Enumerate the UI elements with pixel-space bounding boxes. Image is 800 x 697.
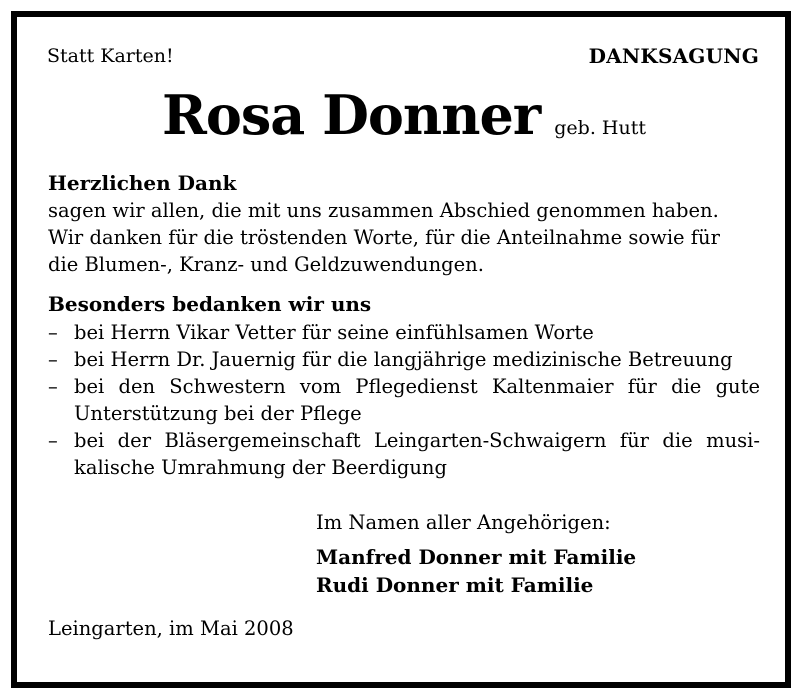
list-item-text: bei den Schwestern vom Pflegedienst Kaltenmaier für die gute — [74, 375, 760, 398]
thanks-heading: Herzlichen Dank — [48, 171, 237, 195]
signer-name: Rudi Donner mit Familie — [316, 573, 594, 597]
deceased-name-row — [162, 83, 646, 147]
list-dash: – — [48, 375, 58, 398]
place-date: Leingarten, im Mai 2008 — [48, 617, 294, 640]
list-dash: – — [48, 429, 58, 452]
statt-karten-label: Statt Karten! — [47, 45, 174, 67]
list-dash: – — [48, 348, 58, 371]
deceased-name: Rosa Donner — [162, 83, 541, 147]
list-item — [48, 346, 760, 373]
thanks-line: die Blumen-, Kranz- und Geldzuwendungen. — [48, 253, 484, 276]
special-thanks-list — [48, 319, 760, 481]
list-item-text-continued: Unterstützung bei der Pflege — [74, 402, 362, 425]
list-item — [48, 319, 760, 346]
special-thanks-heading: Besonders bedanken wir uns — [48, 292, 372, 316]
thanks-line: Wir danken für die tröstenden Worte, für die Anteilnahme sowie für — [48, 226, 720, 249]
notice-frame — [11, 11, 791, 688]
list-item — [48, 427, 760, 481]
list-item — [48, 373, 760, 427]
list-item-text: bei Herrn Dr. Jauernig für die langjährige medizinische Betreuung — [74, 348, 733, 371]
birth-name: geb. Hutt — [554, 117, 646, 139]
notice-type-heading: DANKSAGUNG — [588, 44, 759, 68]
thanks-line: sagen wir allen, die mit uns zusammen Abschied genommen haben. — [48, 199, 719, 222]
thanks-paragraph — [48, 197, 758, 278]
signer-name: Manfred Donner mit Familie — [316, 545, 637, 569]
list-item-text: bei Herrn Vikar Vetter für seine einfühlsamen Worte — [74, 321, 594, 344]
signature-intro: Im Namen aller Angehörigen: — [316, 511, 611, 534]
list-dash: – — [48, 321, 58, 344]
list-item-text: bei der Bläsergemeinschaft Leingarten-Schwaigern für die musi- — [74, 429, 760, 452]
list-item-text-continued: kalische Umrahmung der Beerdigung — [74, 456, 447, 479]
